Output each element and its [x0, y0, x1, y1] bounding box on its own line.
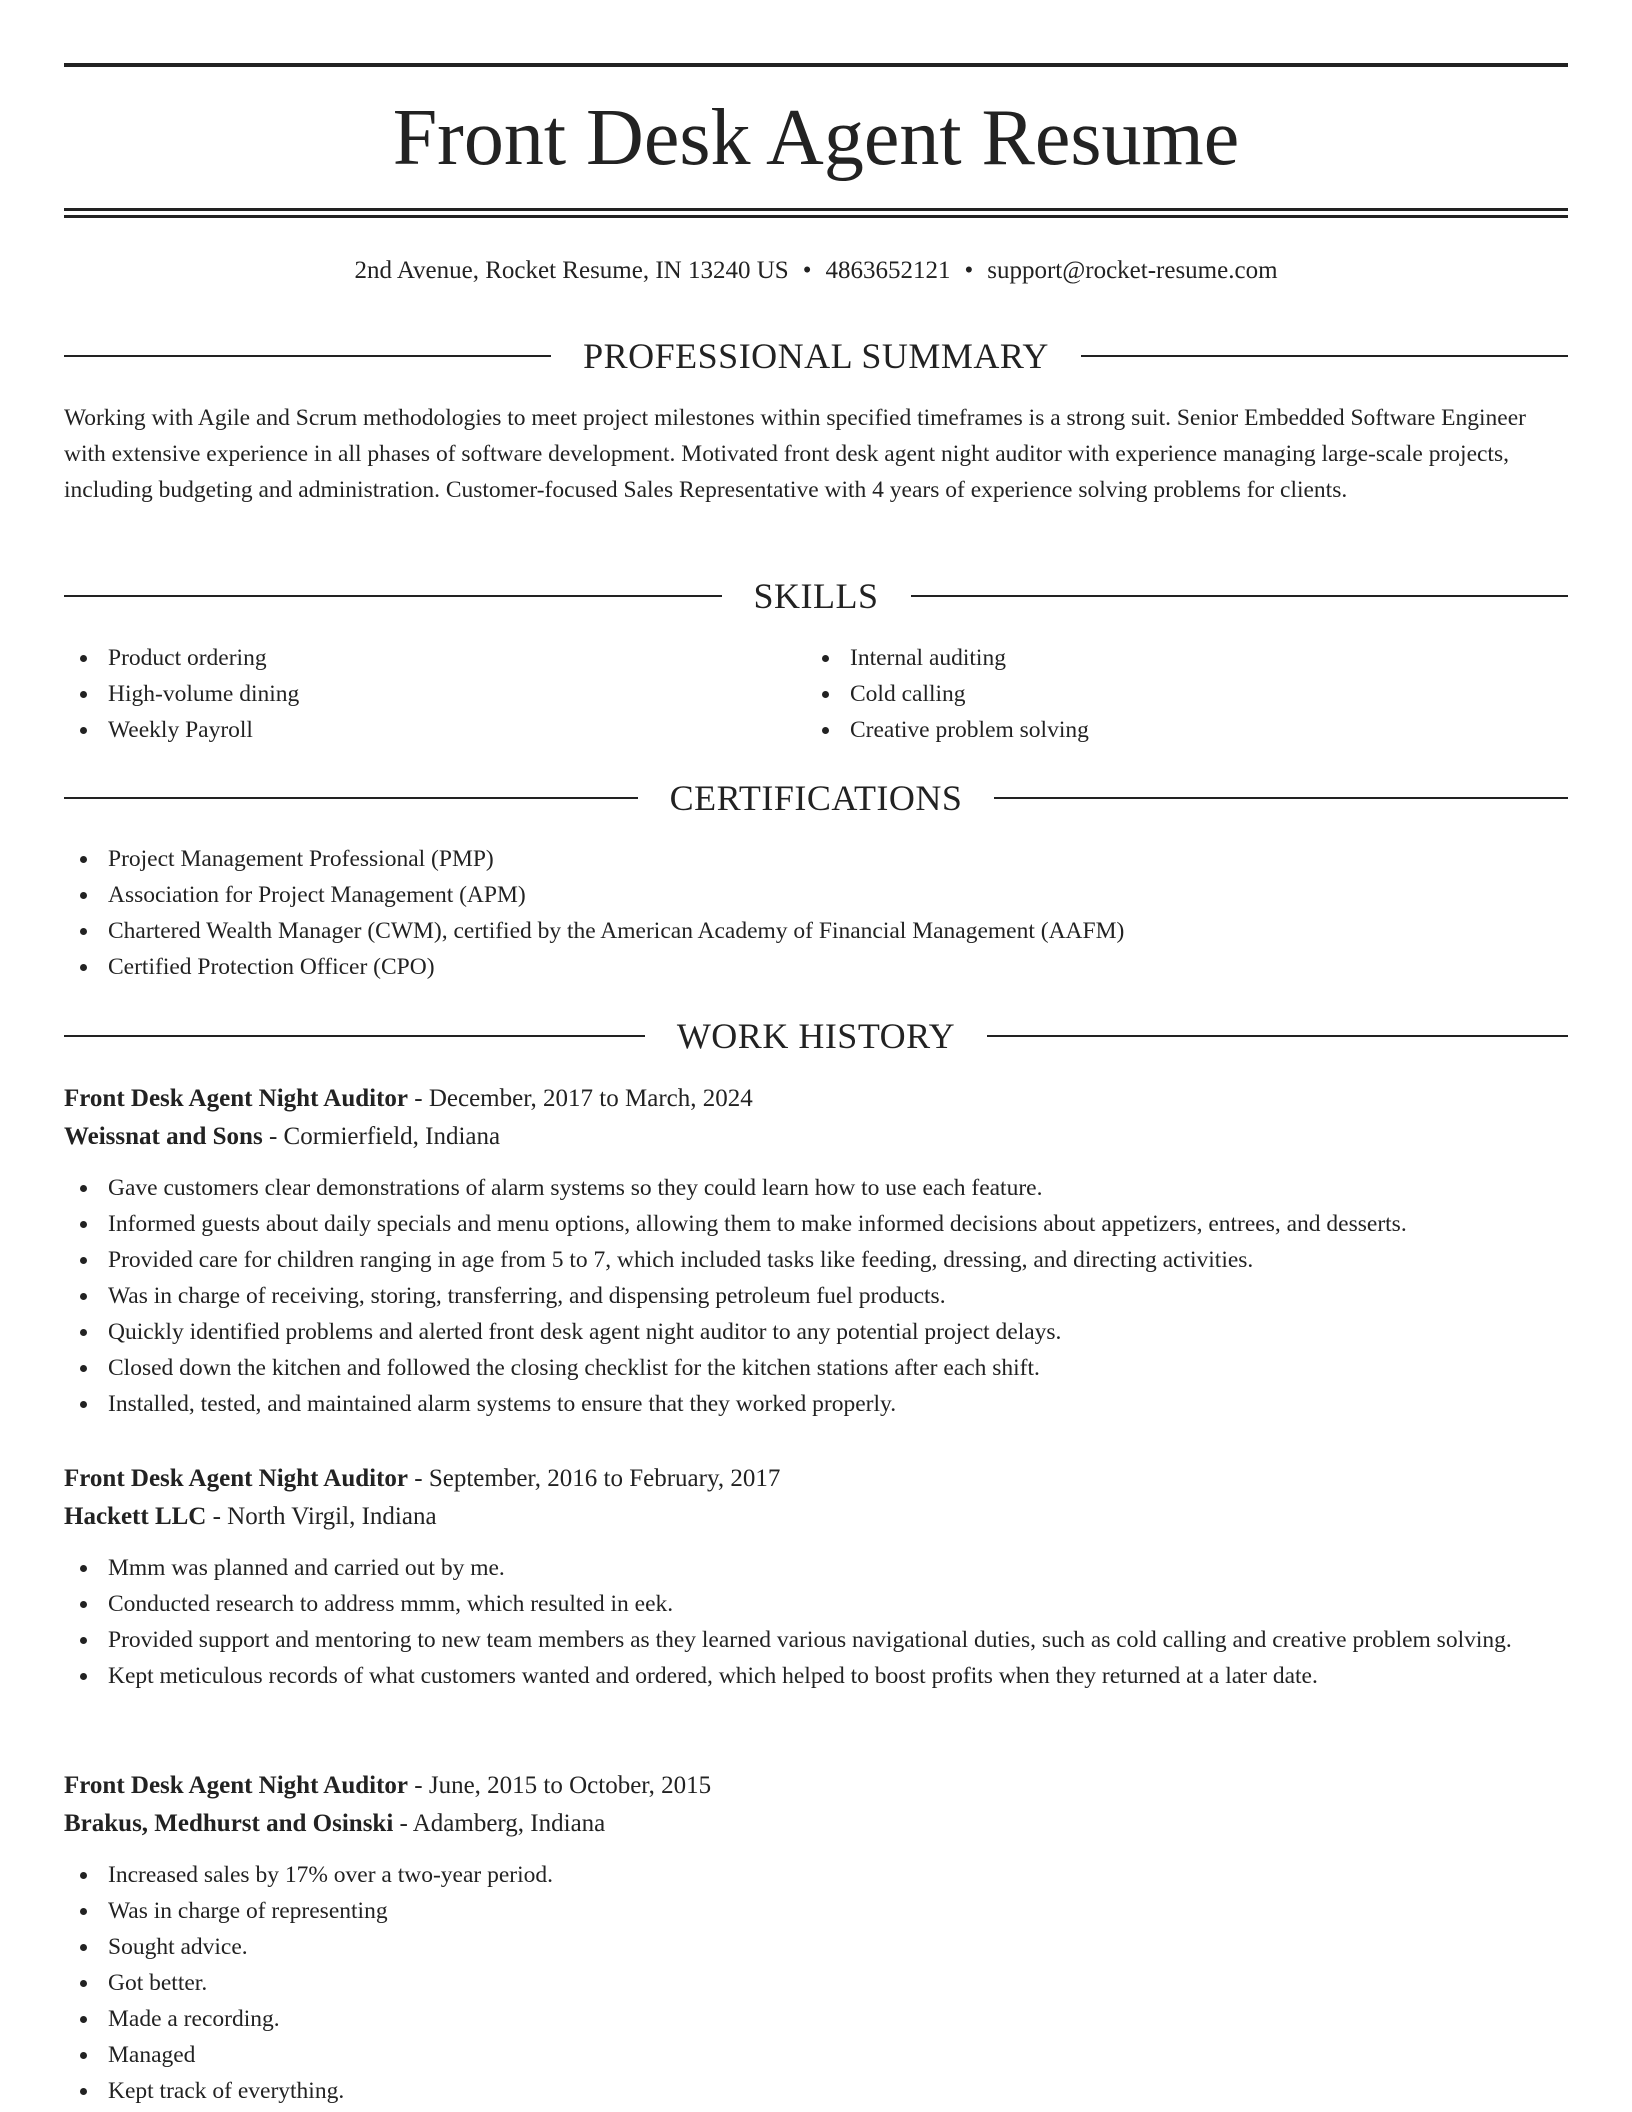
job-duty-item: Closed down the kitchen and followed the closing checklist for the kitchen stations after each shift.	[64, 1350, 1568, 1386]
section-title-skills: SKILLS	[753, 576, 879, 616]
section-title-work-history: WORK HISTORY	[676, 1016, 956, 1056]
certification-item: Chartered Wealth Manager (CWM), certified by the American Academy of Financial Management (AAFM)	[64, 913, 1568, 949]
page-title: Front Desk Agent Resume	[392, 94, 1240, 182]
section-title-certifications: CERTIFICATIONS	[669, 778, 963, 818]
top-rule	[64, 63, 1568, 67]
job-dates: - September, 2016 to February, 2017	[408, 1465, 781, 1492]
job-title-line	[64, 1767, 1568, 1805]
contact-line	[64, 254, 1568, 288]
job-dates: - June, 2015 to October, 2015	[408, 1772, 712, 1799]
job-title: Front Desk Agent Night Auditor	[64, 1772, 409, 1799]
certification-item: Association for Project Management (APM)	[64, 877, 1568, 913]
contact-phone: 4863652121	[825, 257, 951, 284]
job-duty-item: Managed	[64, 2037, 1568, 2073]
divider	[64, 595, 722, 597]
job-duties-list	[64, 1550, 1568, 1694]
divider	[987, 1035, 1568, 1037]
job-duty-item: Conducted research to address mmm, which resulted in eek.	[64, 1586, 1568, 1622]
job-duty-item: Provided care for children ranging in age from 5 to 7, which included tasks like feeding, dressing, and directing activities.	[64, 1242, 1568, 1278]
job-duties-list	[64, 1170, 1568, 1422]
skill-item: Product ordering	[64, 640, 806, 676]
job-duty-item: Kept track of everything.	[64, 2073, 1568, 2109]
skills-column-right	[806, 640, 1548, 748]
job-company: Brakus, Medhurst and Osinski	[64, 1810, 394, 1837]
job-duties-list	[64, 1857, 1568, 2109]
job-duty-item: Quickly identified problems and alerted front desk agent night auditor to any potential project delays.	[64, 1314, 1568, 1350]
job-title-line	[64, 1080, 1568, 1118]
divider	[911, 595, 1569, 597]
certifications-list	[64, 841, 1568, 985]
skills-list	[64, 640, 1568, 748]
job-duty-item: Mmm was planned and carried out by me.	[64, 1550, 1568, 1586]
job-entry	[64, 1460, 1568, 1694]
divider	[994, 797, 1568, 799]
job-duty-item: Increased sales by 17% over a two-year period.	[64, 1857, 1568, 1893]
job-company: Hackett LLC	[64, 1503, 207, 1530]
job-location: - North Virgil, Indiana	[206, 1503, 437, 1530]
job-entry	[64, 1767, 1568, 2109]
contact-email: support@rocket-resume.com	[987, 257, 1278, 284]
divider	[64, 797, 638, 799]
job-title-line	[64, 1460, 1568, 1498]
job-duty-item: Installed, tested, and maintained alarm systems to ensure that they worked properly.	[64, 1386, 1568, 1422]
contact-separator: •	[964, 257, 974, 284]
title-double-rule	[64, 208, 1568, 218]
job-duty-item: Gave customers clear demonstrations of alarm systems so they could learn how to use each feature.	[64, 1170, 1568, 1206]
section-title-summary: PROFESSIONAL SUMMARY	[583, 336, 1049, 376]
section-header-work-history	[64, 1014, 1568, 1058]
job-title: Front Desk Agent Night Auditor	[64, 1465, 409, 1492]
contact-separator: •	[802, 257, 812, 284]
skill-item: Creative problem solving	[806, 712, 1548, 748]
skills-column-left	[64, 640, 806, 748]
skill-item: Cold calling	[806, 676, 1548, 712]
job-duty-item: Provided support and mentoring to new team members as they learned various navigational duties, such as cold calling and creative problem solving.	[64, 1622, 1568, 1658]
job-company: Weissnat and Sons	[64, 1123, 263, 1150]
job-location: - Adamberg, Indiana	[393, 1810, 606, 1837]
job-entry	[64, 1080, 1568, 1422]
job-company-line	[64, 1805, 1568, 1843]
section-header-skills	[64, 574, 1568, 618]
job-title: Front Desk Agent Night Auditor	[64, 1085, 409, 1112]
section-header-certifications	[64, 776, 1568, 820]
skill-item: High-volume dining	[64, 676, 806, 712]
skill-item: Internal auditing	[806, 640, 1548, 676]
skill-item: Weekly Payroll	[64, 712, 806, 748]
job-duty-item: Kept meticulous records of what customers wanted and ordered, which helped to boost profits when they returned at a later date.	[64, 1658, 1568, 1694]
job-company-line	[64, 1498, 1568, 1536]
job-dates: - December, 2017 to March, 2024	[408, 1085, 753, 1112]
job-location: - Cormierfield, Indiana	[262, 1123, 501, 1150]
divider	[64, 1035, 645, 1037]
divider	[64, 355, 551, 357]
job-company-line	[64, 1118, 1568, 1156]
summary-text: Working with Agile and Scrum methodologies to meet project milestones within specified timeframes is a strong suit. Senior Embedded Software Engineer with extensive experience in all phases of software development. Motivated front desk agent night auditor with experience managing large-scale projects, including budgeting and administration. Customer-focused Sales Representative with 4 years of experience solving problems for clients.	[64, 405, 1526, 503]
job-duty-item: Was in charge of receiving, storing, transferring, and dispensing petroleum fuel products.	[64, 1278, 1568, 1314]
job-duty-item: Got better.	[64, 1965, 1568, 2001]
certification-item: Certified Protection Officer (CPO)	[64, 949, 1568, 985]
contact-address: 2nd Avenue, Rocket Resume, IN 13240 US	[354, 257, 789, 284]
job-duty-item: Sought advice.	[64, 1929, 1568, 1965]
section-header-summary	[64, 334, 1568, 378]
job-duty-item: Made a recording.	[64, 2001, 1568, 2037]
job-duty-item: Informed guests about daily specials and menu options, allowing them to make informed decisions about appetizers, entrees, and desserts.	[64, 1206, 1568, 1242]
certification-item: Project Management Professional (PMP)	[64, 841, 1568, 877]
divider	[1081, 355, 1568, 357]
job-duty-item: Was in charge of representing	[64, 1893, 1568, 1929]
